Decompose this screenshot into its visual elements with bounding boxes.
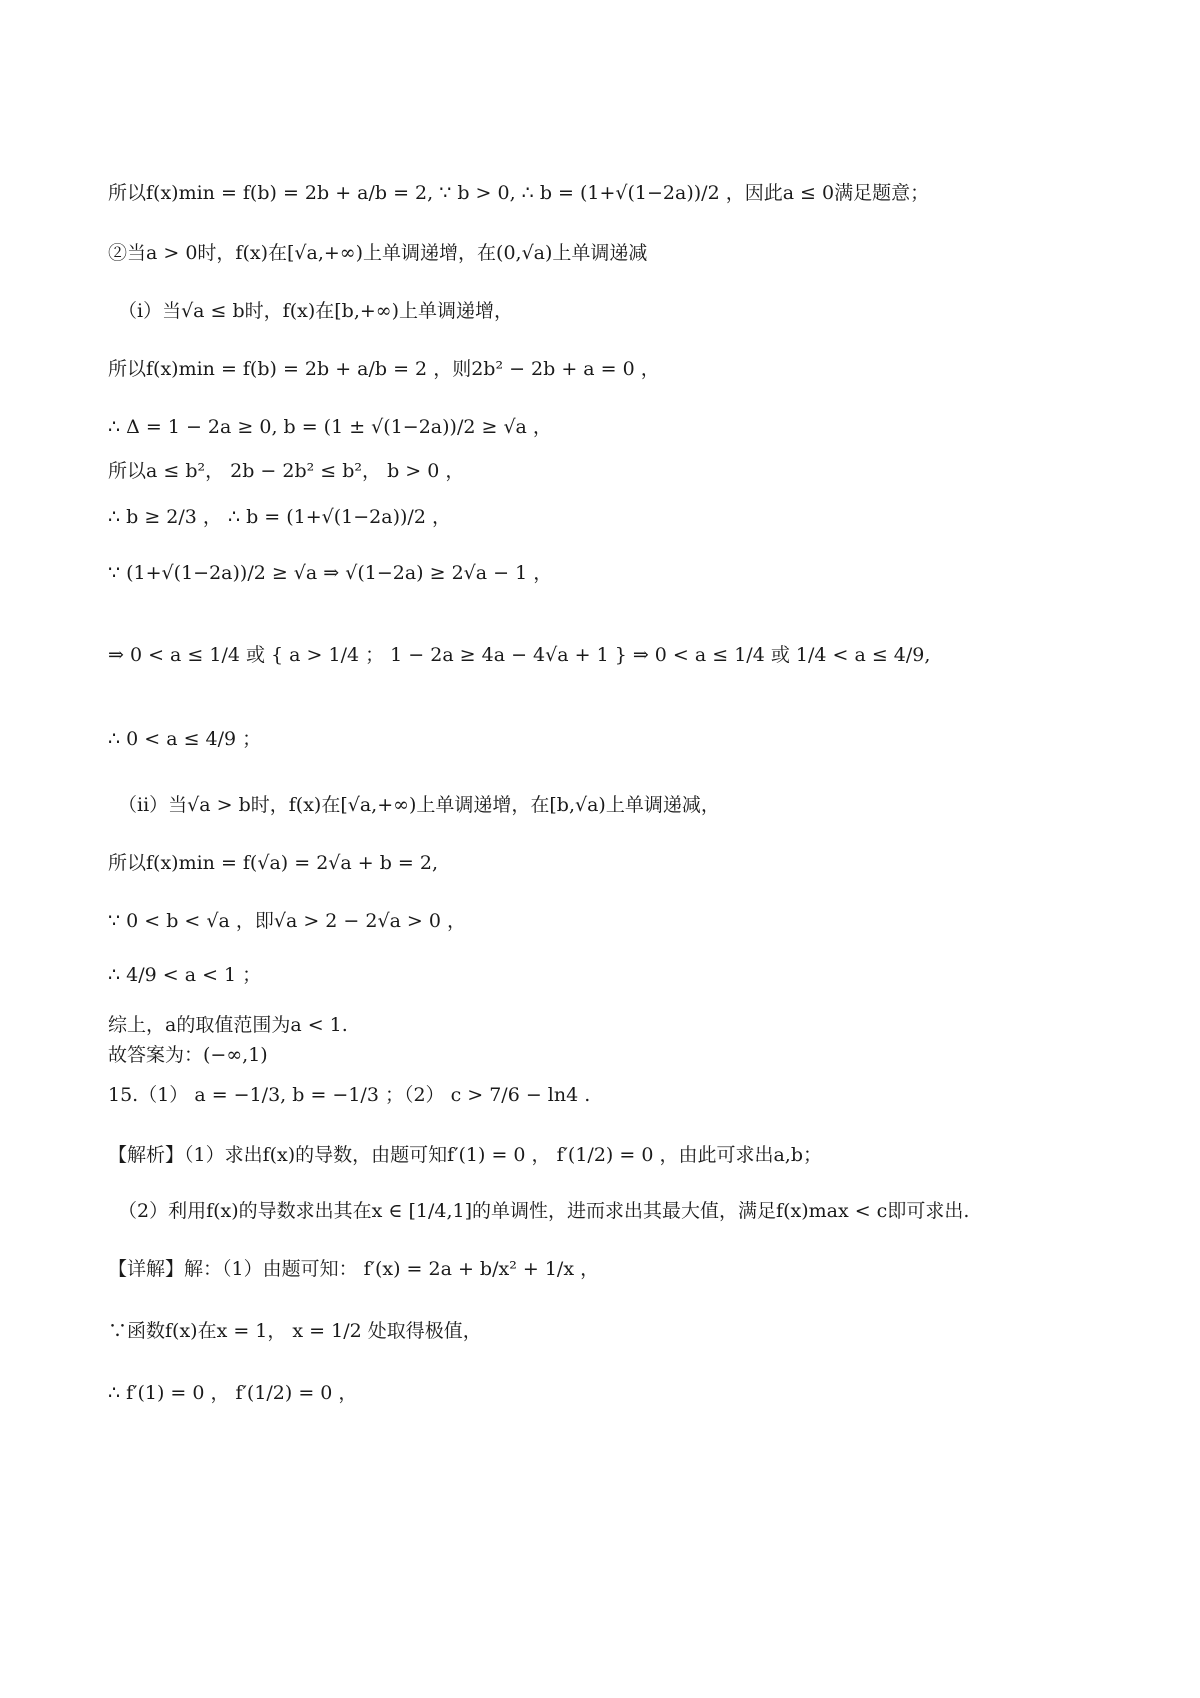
- text-line: 综上，a的取值范围为a < 1.: [108, 1014, 348, 1036]
- text-line: ∴ Δ = 1 − 2a ≥ 0, b = (1 ± √(1−2a))/2 ≥ √a ，: [108, 416, 552, 438]
- text-line: 故答案为：(−∞,1): [108, 1044, 268, 1066]
- text-line: ∵ 0 < b < √a ，即√a > 2 − 2√a > 0 ，: [108, 910, 467, 932]
- text-line: （2）利用f(x)的导数求出其在x ∈ [1/4,1]的单调性，进而求出其最大值，满足f(x)max < c即可求出.: [118, 1200, 970, 1222]
- text-line: 所以f(x)min = f(b) = 2b + a/b = 2, ∵ b > 0, ∴ b = (1+√(1−2a))/2 ，因此a ≤ 0满足题意；: [108, 182, 930, 204]
- text-line: ⇒ 0 < a ≤ 1/4 或 { a > 1/4 ； 1 − 2a ≥ 4a − 4√a + 1 } ⇒ 0 < a ≤ 1/4 或 1/4 < a ≤ 4/9,: [108, 644, 931, 666]
- text-line: ∵函数f(x)在x = 1， x = 1/2 处取得极值，: [108, 1320, 482, 1342]
- text-line: 所以a ≤ b²， 2b − 2b² ≤ b²， b > 0 ，: [108, 460, 465, 482]
- text-line: ②当a > 0时，f(x)在[√a,+∞)上单调递增，在(0,√a)上单调递减: [108, 242, 648, 264]
- text-line: （i）当√a ≤ b时，f(x)在[b,+∞)上单调递增，: [118, 300, 514, 322]
- text-line: 15.（1） a = −1/3, b = −1/3 ；（2） c > 7/6 − ln4 .: [108, 1084, 591, 1106]
- text-line: ∴ b ≥ 2/3 ， ∴ b = (1+√(1−2a))/2 ，: [108, 506, 451, 528]
- text-line: （ii）当√a > b时，f(x)在[√a,+∞)上单调递增，在[b,√a)上单调递减，: [118, 794, 720, 816]
- text-line: ∴ 0 < a ≤ 4/9 ；: [108, 728, 262, 750]
- text-line: 所以f(x)min = f(b) = 2b + a/b = 2 ，则2b² − 2b + a = 0 ，: [108, 358, 660, 380]
- text-line: ∴ 4/9 < a < 1 ；: [108, 964, 262, 986]
- text-line: 【解析】（1）求出f(x)的导数，由题可知f′(1) = 0 ， f′(1/2) = 0 ，由此可求出a,b；: [108, 1144, 822, 1166]
- text-line: ∴ f′(1) = 0 ， f′(1/2) = 0 ，: [108, 1382, 358, 1404]
- text-line: ∵ (1+√(1−2a))/2 ≥ √a ⇒ √(1−2a) ≥ 2√a − 1 ，: [108, 562, 553, 584]
- text-line: 【详解】解：（1）由题可知： f′(x) = 2a + b/x² + 1/x ，: [108, 1258, 600, 1280]
- text-line: 所以f(x)min = f(√a) = 2√a + b = 2,: [108, 852, 439, 874]
